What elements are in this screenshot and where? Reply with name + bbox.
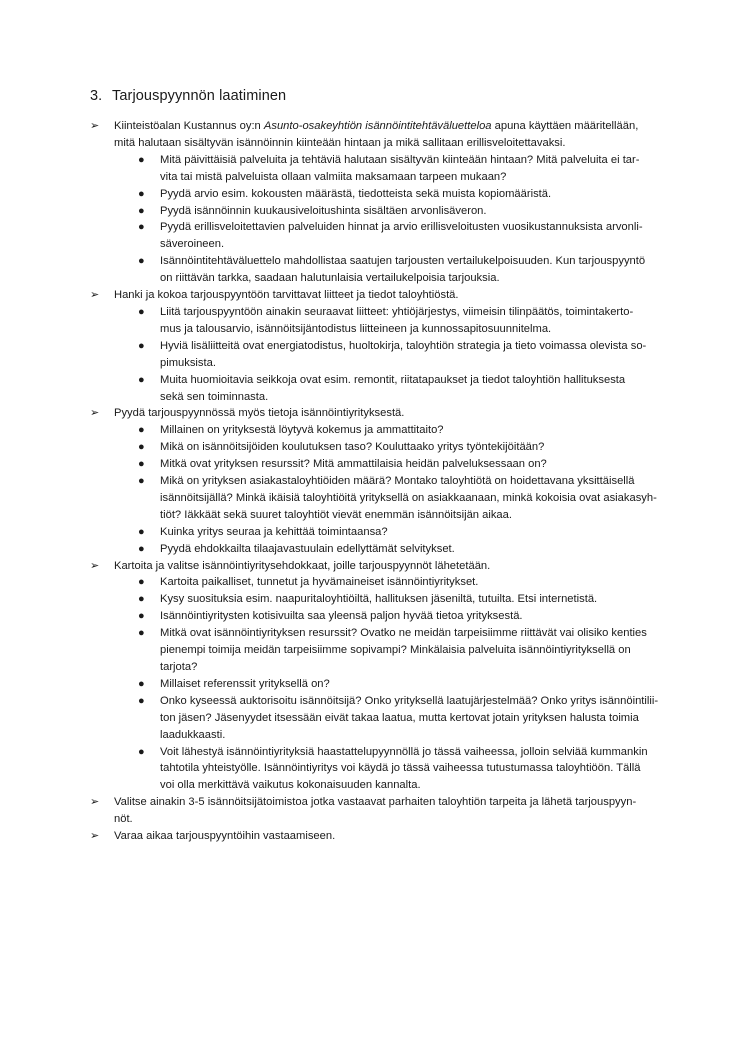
round-bullet-icon: ● — [138, 441, 145, 454]
text-line: Kuinka yritys seuraa ja kehittää toimintaansa? — [160, 525, 388, 538]
sub-list-item — [114, 744, 686, 795]
text-line: Mitkä ovat yrityksen resurssit? Mitä ammattilaisia heidän palveluksessaan on? — [160, 458, 547, 471]
text-line: Muita huomioitavia seikkoja ovat esim. remontit, riitatapaukset ja tiedot taloyhtiön hallituksesta — [160, 373, 626, 386]
text-line: Pyydä tarjouspyynnössä myös tietoja isännöintiyrityksestä. — [114, 407, 405, 420]
sub-list-item — [114, 253, 686, 287]
main-item-text — [114, 287, 686, 304]
main-item-text — [114, 118, 686, 152]
text-line: Mikä on yrityksen asiakastaloyhtiöiden määrä? Montako taloyhtiötä on hoidettavana yksittäisellä — [160, 475, 635, 488]
text-line: Voit lähestyä isännöintiyrityksiä haastattelupyynnöllä jo tässä vaiheessa, jolloin selviää kummankin — [160, 745, 648, 758]
main-list-item — [90, 287, 686, 405]
sub-list-item — [114, 304, 686, 338]
text-line: voi olla merkittävä vaikutus kokonaisuuden kannalta. — [160, 779, 421, 792]
round-bullet-icon: ● — [138, 255, 145, 268]
text-line: mitä halutaan sisältyvän isännöinnin kiinteään hintaan ja mikä sallitaan erillisveloitettavaksi. — [114, 136, 566, 149]
arrow-bullet-icon: ➢ — [90, 407, 100, 420]
sub-list-item — [114, 219, 686, 253]
text-line: Kartoita ja valitse isännöintiyritysehdokkaat, joille tarjouspyynnöt lähetetään. — [114, 559, 491, 572]
text-line: Hyviä lisäliitteitä ovat energiatodistus, huoltokirja, taloyhtiön strategia ja tieto voimassa olevista so- — [160, 339, 647, 352]
text-line: Mitä päivittäisiä palveluita ja tehtäviä halutaan sisältyvän kiinteään hintaan? Mitä palveluita ei tar- — [160, 153, 640, 166]
round-bullet-icon: ● — [138, 745, 145, 758]
text-line: mus ja talousarvio, isännöitsijäntodistus liitteineen ja kunnossapitosuunnitelma. — [160, 322, 552, 335]
round-bullet-icon: ● — [138, 627, 145, 640]
text-line: Kysy suosituksia esim. naapuritaloyhtiöiltä, hallituksen jäseniltä, tutuilta. Etsi internetistä. — [160, 593, 598, 606]
round-bullet-icon: ● — [138, 694, 145, 707]
sub-list-item — [114, 372, 686, 406]
text-line: Mitkä ovat isännöintiyrityksen resurssit? Ovatko ne meidän tarpeisiimme riittävät vai olisiko kenties — [160, 627, 647, 640]
text-line: Varaa aikaa tarjouspyyntöihin vastaamiseen. — [114, 830, 336, 843]
section-number: 3. — [90, 88, 103, 104]
round-bullet-icon: ● — [138, 153, 145, 166]
arrow-bullet-icon: ➢ — [90, 830, 100, 843]
sub-list-item — [114, 591, 686, 608]
sub-list-item — [114, 439, 686, 456]
sub-list — [114, 574, 686, 794]
text-line: Kartoita paikalliset, tunnetut ja hyvämaineiset isännöintiyritykset. — [160, 576, 479, 589]
main-list-item — [90, 794, 686, 828]
round-bullet-icon: ● — [138, 187, 145, 200]
round-bullet-icon: ● — [138, 204, 145, 217]
text-line: laadukkaasti. — [160, 728, 226, 741]
text-line: pimuksista. — [160, 356, 216, 369]
arrow-bullet-icon: ➢ — [90, 559, 100, 572]
text-line: tarjota? — [160, 661, 198, 673]
main-item-text — [114, 794, 686, 828]
sub-list-item — [114, 338, 686, 372]
text-line: Kiinteistöalan Kustannus oy:n Asunto-osakeyhtiön isännöintitehtäväluetteloa apuna käyttäen määritellään, — [114, 120, 639, 132]
arrow-bullet-icon: ➢ — [90, 796, 100, 809]
sub-list-item — [114, 186, 686, 203]
sub-list-item — [114, 693, 686, 744]
sub-list-item — [114, 574, 686, 591]
sub-list-item — [114, 203, 686, 220]
sub-list-item — [114, 608, 686, 625]
round-bullet-icon: ● — [138, 610, 145, 623]
text-line: Mikä on isännöitsijöiden koulutuksen taso? Kouluttaako yritys työntekijöitään? — [160, 441, 545, 454]
round-bullet-icon: ● — [138, 221, 145, 234]
text-line: Pyydä isännöinnin kuukausiveloitushinta sisältäen arvonlisäveron. — [160, 204, 487, 217]
sub-list-item — [114, 676, 686, 693]
main-list-item — [90, 405, 686, 557]
round-bullet-icon: ● — [138, 339, 145, 352]
text-line: vita tai mistä palveluista ollaan valmiita maksamaan tarpeen mukaan? — [160, 170, 507, 183]
sub-list-item — [114, 152, 686, 186]
round-bullet-icon: ● — [138, 525, 145, 538]
main-list-item — [90, 118, 686, 287]
text-line: on riittävän tarkka, saadaan halutunlaisia vertailukelpoisia tarjouksia. — [160, 272, 500, 285]
text-line: ton jäsen? Jäsenyydet itsessään eivät takaa laatua, mutta kertovat jotain yrityksen halusta toimia — [160, 711, 639, 724]
round-bullet-icon: ● — [138, 542, 145, 555]
text-line: sekä sen toiminnasta. — [160, 390, 269, 403]
round-bullet-icon: ● — [138, 305, 145, 318]
section-heading — [90, 88, 286, 104]
sub-list-item — [114, 541, 686, 558]
text-line: Pyydä erillisveloitettavien palveluiden hinnat ja arvio erillisveloitusten vuosikustannuksista arvonli- — [160, 221, 643, 234]
round-bullet-icon: ● — [138, 475, 145, 488]
text-line: Valitse ainakin 3-5 isännöitsijätoimistoa jotka vastaavat parhaiten taloyhtiön tarpeita ja lähetä tarjouspyyn- — [114, 796, 637, 809]
text-line: Pyydä ehdokkailta tilaajavastuulain edellyttämät selvitykset. — [160, 542, 455, 555]
text-line: isännöitsijällä? Minkä ikäisiä taloyhtiöitä yrityksellä on asiakkaanaan, minkä kokoisia ovat asiakasyh- — [160, 491, 657, 504]
emphasized-text: Asunto-osakeyhtiön isännöintitehtäväluetteloa — [263, 120, 492, 132]
section-title: Tarjouspyynnön laatiminen — [112, 88, 287, 104]
sub-list-item — [114, 473, 686, 524]
round-bullet-icon: ● — [138, 677, 145, 690]
text-line: Liitä tarjouspyyntöön ainakin seuraavat liitteet: yhtiöjärjestys, viimeisin tilinpäätös, toimintakerto- — [160, 305, 634, 318]
text-line: Millainen on yrityksestä löytyvä kokemus ja ammattitaito? — [160, 424, 444, 437]
text-line: Onko kyseessä auktorisoitu isännöitsijä? Onko yrityksellä laatujärjestelmää? Onko yritys isännöintilii- — [160, 694, 659, 707]
text-line: Pyydä arvio esim. kokousten määrästä, tiedotteista sekä muista kopiomääristä. — [160, 187, 552, 200]
main-list-item — [90, 558, 686, 795]
round-bullet-icon: ● — [138, 424, 145, 437]
text-line: tiöt? Iäkkäät sekä suuret taloyhtiöt vievät enemmän isännöitsijän aikaa. — [160, 508, 512, 521]
text-line: tahtotila yhteistyölle. Isännöintiyritys voi käydä jo tässä vaiheessa tutustumassa taloyhtiöön. Tällä — [160, 762, 641, 775]
text-line: pienempi toimija meidän tarpeisiimme sopivampi? Minkälaisia palveluita isännöintiyrityksellä on — [160, 644, 631, 657]
main-list-item — [90, 828, 686, 845]
text-line: Isännöintitehtäväluettelo mahdollistaa saatujen tarjousten vertailukelpoisuuden. Kun tarjouspyyntö — [160, 255, 646, 268]
round-bullet-icon: ● — [138, 373, 145, 386]
round-bullet-icon: ● — [138, 576, 145, 589]
sub-list-item — [114, 524, 686, 541]
text-line: Hanki ja kokoa tarjouspyyntöön tarvittavat liitteet ja tiedot taloyhtiöstä. — [114, 289, 459, 302]
sub-list-item — [114, 422, 686, 439]
instruction-list — [90, 118, 686, 845]
round-bullet-icon: ● — [138, 458, 145, 471]
arrow-bullet-icon: ➢ — [90, 289, 100, 302]
round-bullet-icon: ● — [138, 593, 145, 606]
text-line: nöt. — [114, 813, 133, 826]
sub-list-item — [114, 456, 686, 473]
text-line: Millaiset referenssit yrityksellä on? — [160, 677, 330, 690]
main-item-text — [114, 405, 686, 422]
arrow-bullet-icon: ➢ — [90, 120, 100, 132]
text-line: säveroineen. — [160, 238, 225, 251]
sub-list — [114, 152, 686, 287]
main-item-text — [114, 558, 686, 575]
sub-list — [114, 304, 686, 405]
text-line: Isännöintiyritysten kotisivuilta saa yleensä paljon hyvää tietoa yrityksestä. — [160, 610, 523, 623]
sub-list — [114, 422, 686, 557]
sub-list-item — [114, 625, 686, 676]
main-item-text — [114, 828, 686, 845]
